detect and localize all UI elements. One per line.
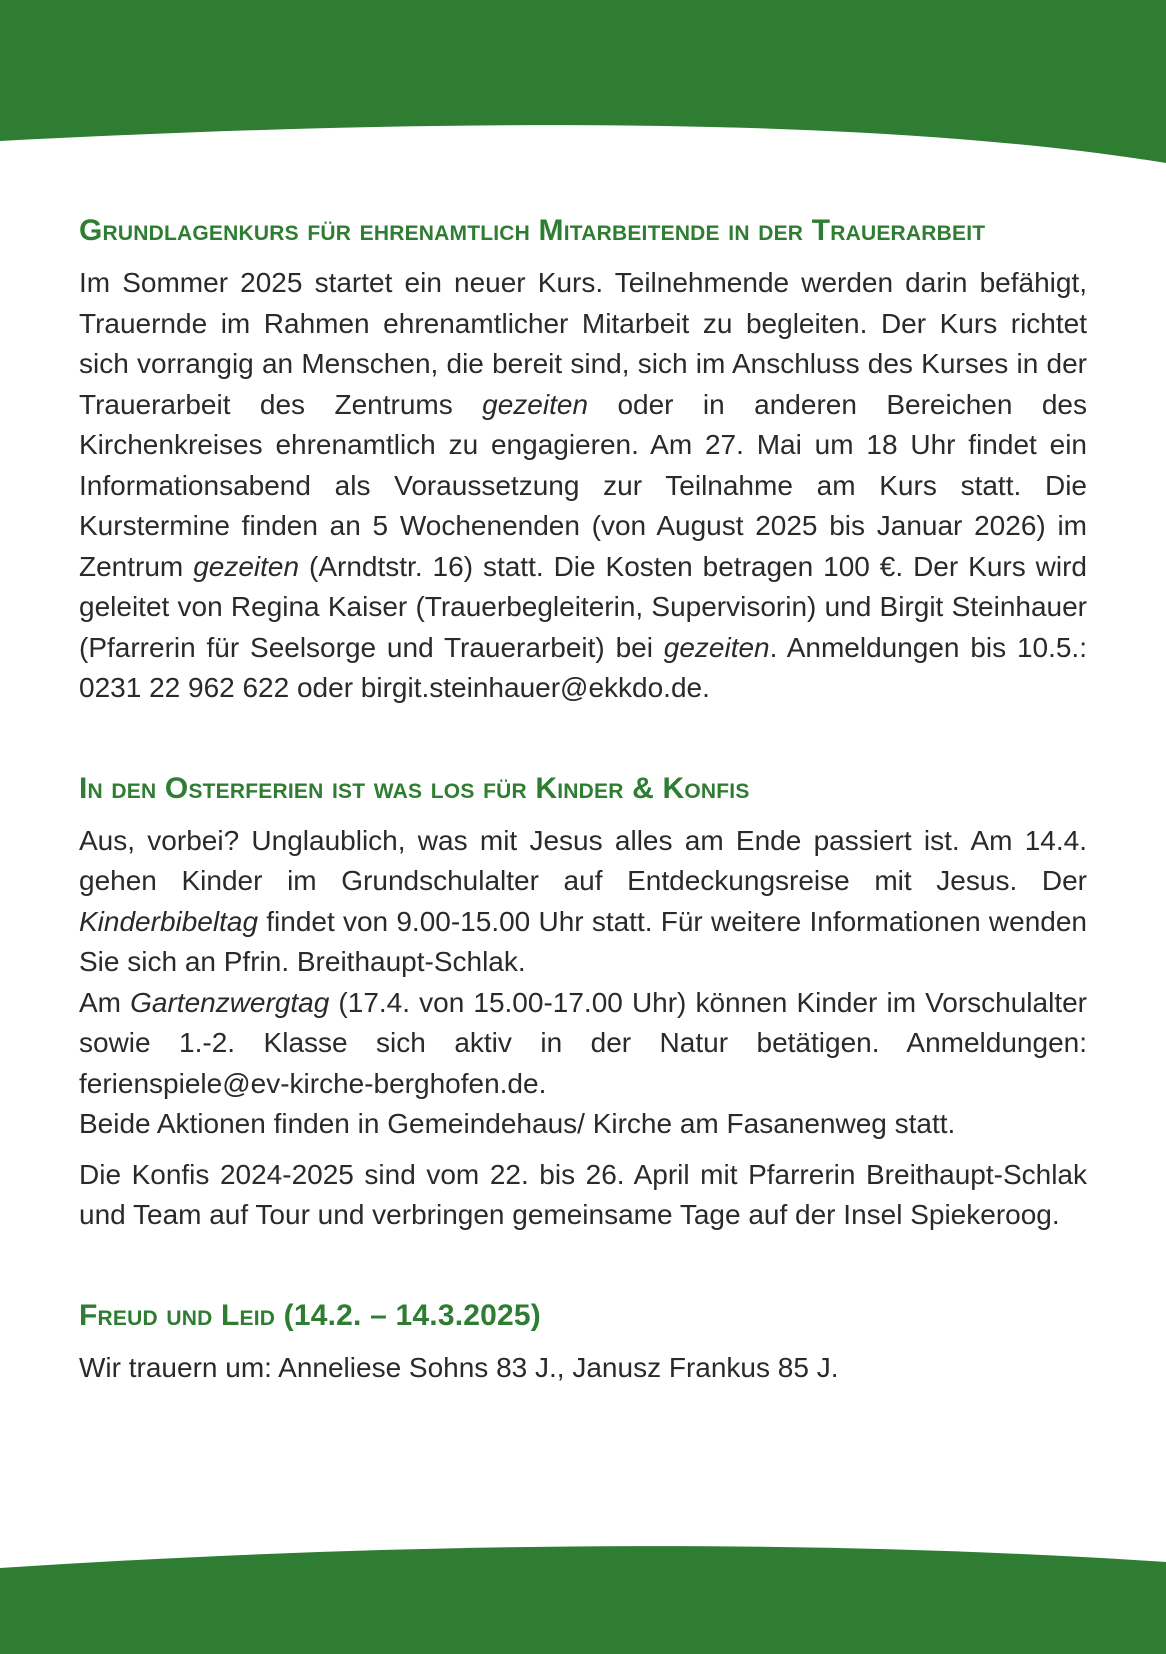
paragraph-konfis: Die Konfis 2024-2025 sind vom 22. bis 26. April mit Pfarrerin Breithaupt-Schlak und Team auf Tour und verbringen gemeinsame Tage auf der Insel Spiekeroog. [79,1158,1087,1230]
emphasis-kinderbibeltag: Kinderbibeltag [79,905,259,937]
top-green-band [0,0,1166,170]
emphasis-gezeiten: gezeiten [193,550,300,582]
text-run: . Anmeldungen bis 10.5.: 0231 22 962 622 oder birgit.steinhauer@ekkdo.de. [79,631,1087,703]
text-run: Aus, vorbei? Unglaublich, was mit Jesus alles am Ende passiert ist. Am 14.4. gehen Kinder im Grundschulalter auf Entdeckungsreise mit Jesus. Der [79,824,1087,896]
text-run: findet von 9.00-15.00 Uhr statt. Für weitere Informationen wenden Sie sich an Pfrin. Breithaupt-Schlak. [79,905,1087,977]
text-run: (Arndtstr. 16) statt. Die Kosten betragen 100 €. Der Kurs wird geleitet von Regina Kaiser (Trauerbegleiterin, Supervisorin) und Birgit Steinhauer (Pfarrerin für Seelsorge und Trauerarbeit) bei [79,550,1088,663]
text-run: Im Sommer 2025 startet ein neuer Kurs. Teilnehmende werden darin befähigt, Trauernde im Rahmen ehrenamtlicher Mitarbeit zu begleiten. Der Kurs richtet sich vorrangig an Menschen, die bereit sind, sich im Anschluss des Kurses in der Trauerarbeit des Zentrums [79,267,1087,420]
paragraph-trauer: Wir trauern um: Anneliese Sohns 83 J., Janusz Frankus 85 J. [79,1351,839,1383]
section-heading-grundlagenkurs: Grundlagenkurs für ehrenamtlich Mitarbeitende in der Trauerarbeit [79,214,986,247]
section-body-grundlagenkurs [79,263,1087,709]
section-heading-osterferien: In den Osterferien ist was los für Kinder & Konfis [79,771,750,805]
bottom-wave-shape [0,1546,1166,1654]
page-content [79,213,1087,1388]
section-heading-freud-und-leid: Freud und Leid (14.2. – 14.3.2025) [79,1298,541,1332]
top-wave-shape [0,0,1166,163]
text-run: oder in anderen Bereichen des Kirchenkreises ehrenamtlich zu engagieren. Am 27. Mai um 18 Uhr findet ein Informationsabend als Voraussetzung zur Teilnahme am Kurs statt. Die Kurstermine finden an 5 Wochenenden (von August 2025 bis Januar 2026) im Zentrum [79,388,1087,582]
emphasis-gezeiten: gezeiten [482,388,589,420]
paragraph-gartenzwergtag [79,983,1087,1105]
paragraph-kinderbibeltag [79,821,1087,983]
emphasis-gartenzwergtag: Gartenzwergtag [130,986,330,1018]
emphasis-gezeiten: gezeiten [663,631,770,663]
text-run: (17.4. von 15.00-17.00 Uhr) können Kinder im Vorschulalter sowie 1.-2. Klasse sich aktiv in der Natur betätigen. Anmeldungen: ferienspiele@ev-kirche-berghofen.de. [79,986,1087,1099]
bottom-green-band [0,1540,1166,1654]
paragraph-aktionen-ort: Beide Aktionen finden in Gemeindehaus/ Kirche am Fasanenweg statt. [79,1108,956,1139]
text-run: Am [79,986,131,1018]
